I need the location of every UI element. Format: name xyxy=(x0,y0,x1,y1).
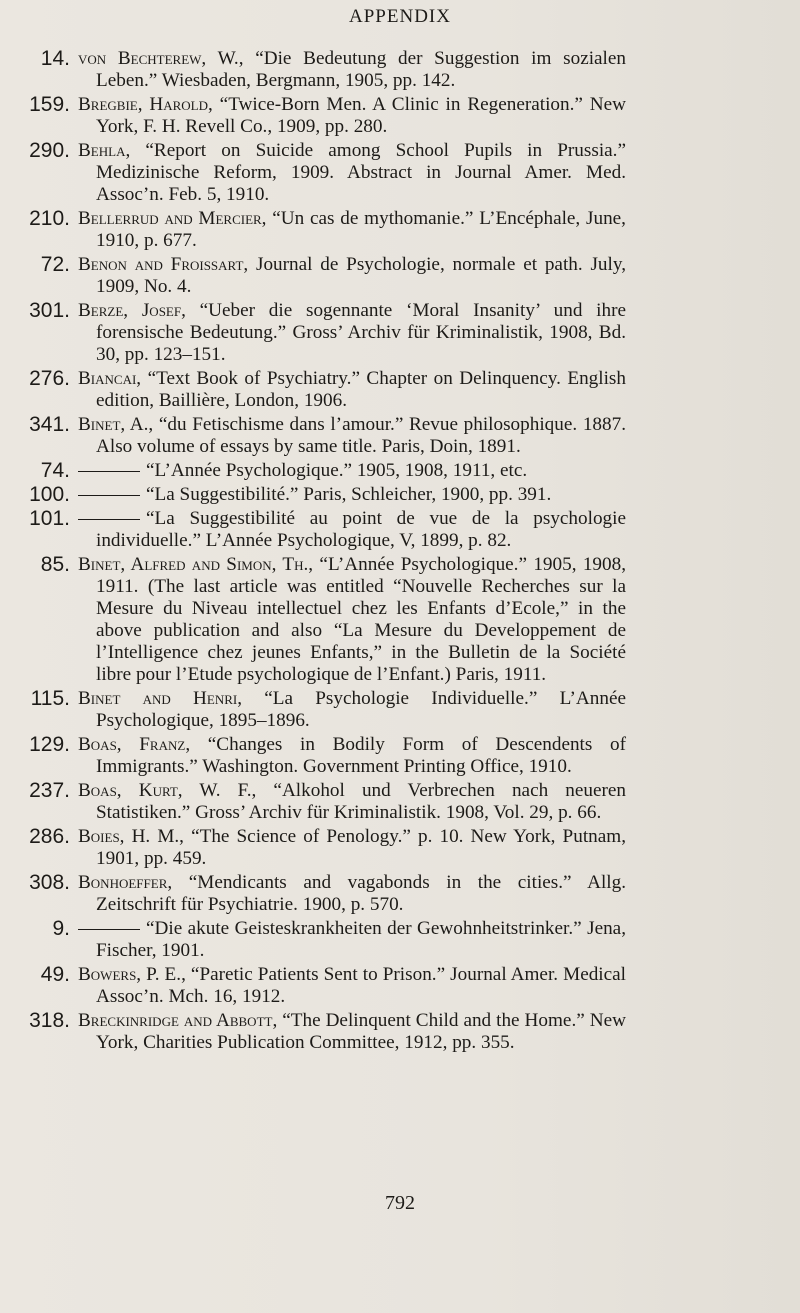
reference-text xyxy=(78,508,626,552)
reference-number: 129. xyxy=(29,733,70,756)
reference-text xyxy=(78,964,626,1008)
author-name: Bonhoeffer, xyxy=(78,872,173,893)
author-name: Boies, H. M., xyxy=(78,826,184,847)
author-name: Binet and Henri, xyxy=(78,688,243,709)
reference-text xyxy=(78,414,626,458)
running-header: APPENDIX xyxy=(349,6,451,27)
reference-number: 72. xyxy=(40,253,70,276)
citation-details: Journal de Psychologie, normale et path. July, 1909, No. 4. xyxy=(96,254,626,297)
citation-details: “Ueber die sogennante ‘Moral Insanity’ und ihre forensische Bedeutung.” Gross’ Archiv für Kriminalistik, 1908, Bd. 30, pp. 123–151. xyxy=(96,300,626,365)
bibliography-entry xyxy=(0,554,800,686)
citation-details: “La Suggestibilité.” Paris, Schleicher, 1900, pp. 391. xyxy=(146,484,552,505)
page-number: 792 xyxy=(385,1192,415,1214)
bibliography-entry xyxy=(0,964,800,1008)
reference-text xyxy=(78,734,626,778)
reference-text xyxy=(78,94,626,138)
citation-details: “La Suggestibilité au point de vue de la psychologie individuelle.” L’Année Psychologique, V, 1899, p. 82. xyxy=(96,508,626,551)
reference-number: 286. xyxy=(29,825,70,848)
citation-details: “Die Bedeutung der Suggestion im sozialen Leben.” Wiesbaden, Bergmann, 1905, pp. 142. xyxy=(96,48,626,91)
ditto-dash xyxy=(78,929,140,930)
author-name: Binet, Alfred and Simon, Th., xyxy=(78,554,314,575)
reference-text xyxy=(78,1010,626,1054)
bibliography-entry xyxy=(0,826,800,870)
author-name: Behla, xyxy=(78,140,131,161)
reference-text xyxy=(78,872,626,916)
citation-details: “du Fetischisme dans l’amour.” Revue philosophique. 1887. Also volume of essays by same title. Paris, Doin, 1891. xyxy=(96,414,626,457)
citation-details: “Paretic Patients Sent to Prison.” Journal Amer. Medical Assoc’n. Mch. 16, 1912. xyxy=(96,964,626,1007)
reference-text xyxy=(78,554,626,686)
bibliography-entry xyxy=(0,734,800,778)
citation-details: “The Delinquent Child and the Home.” New York, Charities Publication Committee, 1912, pp. 355. xyxy=(96,1010,626,1053)
reference-text xyxy=(78,484,626,506)
bibliography-entry xyxy=(0,918,800,962)
reference-number: 49. xyxy=(40,963,70,986)
citation-details: “Die akute Geisteskrankheiten der Gewohnheitstrinker.” Jena, Fischer, 1901. xyxy=(96,918,626,961)
bibliography-entry xyxy=(0,94,800,138)
citation-details: “Un cas de mythomanie.” L’Encéphale, June, 1910, p. 677. xyxy=(96,208,626,251)
reference-number: 115. xyxy=(30,687,70,710)
citation-details: “Report on Suicide among School Pupils in Prussia.” Medizinische Reform, 1909. Abstract in Journal Amer. Med. Assoc’n. Feb. 5, 1910. xyxy=(96,140,626,205)
bibliography-entry xyxy=(0,254,800,298)
author-name: von Bechterew, W., xyxy=(78,48,244,69)
reference-number: 308. xyxy=(29,871,70,894)
bibliography-entry xyxy=(0,688,800,732)
citation-details: “Changes in Bodily Form of Descendents of Immigrants.” Washington. Government Printing Office, 1910. xyxy=(96,734,626,777)
author-name: Breckinridge and Abbott, xyxy=(78,1010,278,1031)
bibliography-entry xyxy=(0,208,800,252)
bibliography-entry xyxy=(0,1010,800,1054)
bibliography-entry xyxy=(0,300,800,366)
author-name: Boas, Kurt, W. F., xyxy=(78,780,257,801)
reference-text xyxy=(78,300,626,366)
citation-details: “The Science of Penology.” p. 10. New York, Putnam, 1901, pp. 459. xyxy=(96,826,626,869)
bibliography-entry xyxy=(0,368,800,412)
author-name: Bellerrud and Mercier, xyxy=(78,208,267,229)
reference-number: 85. xyxy=(40,553,70,576)
citation-details: “La Psychologie Individuelle.” L’Année Psychologique, 1895–1896. xyxy=(96,688,626,731)
reference-number: 9. xyxy=(52,917,70,940)
citation-details: “Text Book of Psychiatry.” Chapter on Delinquency. English edition, Baillière, London, 1906. xyxy=(96,368,626,411)
reference-number: 14. xyxy=(40,47,70,70)
bibliography-entry xyxy=(0,872,800,916)
reference-text xyxy=(78,780,626,824)
citation-details: “L’Année Psychologique.” 1905, 1908, 1911, etc. xyxy=(146,460,528,481)
bibliography-entry xyxy=(0,508,800,552)
ditto-dash xyxy=(78,495,140,496)
reference-text xyxy=(78,208,626,252)
citation-details: “L’Année Psychologique.” 1905, 1908, 1911. (The last article was entitled “Nouvelle Recherches sur la Mesure du Niveau intellectuel chez les Enfants d’Ecole,” in the above publication and also “La Mesure du Developpement de l’Intelligence chez jeunes Enfants,” in the Bulletin de la Société libre pour l’Etude psychologique de l’Enfant.) Paris, 1911. xyxy=(96,554,626,685)
citation-details: “Twice-Born Men. A Clinic in Regeneration.” New York, F. H. Revell Co., 1909, pp. 280. xyxy=(96,94,627,137)
reference-text xyxy=(78,688,626,732)
bibliography-entry xyxy=(0,414,800,458)
author-name: Binet, A., xyxy=(78,414,154,435)
author-name: Bowers, P. E., xyxy=(78,964,186,985)
reference-number: 159. xyxy=(29,93,70,116)
reference-text xyxy=(78,826,626,870)
bibliography-entry xyxy=(0,140,800,206)
reference-number: 100. xyxy=(29,483,70,506)
reference-text xyxy=(78,254,626,298)
author-name: Bregbie, Harold, xyxy=(78,94,213,115)
citation-details: “Mendicants and vagabonds in the cities.” Allg. Zeitschrift für Psychiatrie. 1900, p. 570. xyxy=(96,872,626,915)
reference-number: 301. xyxy=(29,299,70,322)
bibliography-entry xyxy=(0,484,800,506)
reference-text xyxy=(78,460,626,482)
ditto-dash xyxy=(78,519,140,520)
bibliography-entry xyxy=(0,460,800,482)
ditto-dash xyxy=(78,471,140,472)
author-name: Boas, Franz, xyxy=(78,734,191,755)
reference-number: 210. xyxy=(29,207,70,230)
reference-number: 341. xyxy=(29,413,70,436)
bibliography-list xyxy=(0,48,800,1056)
reference-text xyxy=(78,140,626,206)
author-name: Biancai, xyxy=(78,368,142,389)
bibliography-entry xyxy=(0,48,800,92)
citation-details: “Alkohol und Verbrechen nach neueren Statistiken.” Gross’ Archiv für Kriminalistik. 1908, Vol. 29, p. 66. xyxy=(96,780,627,823)
reference-text xyxy=(78,918,626,962)
bibliography-entry xyxy=(0,780,800,824)
reference-text xyxy=(78,368,626,412)
reference-number: 318. xyxy=(29,1009,70,1032)
reference-number: 290. xyxy=(29,139,70,162)
reference-number: 101. xyxy=(29,507,70,530)
author-name: Benon and Froissart, xyxy=(78,254,249,275)
reference-number: 276. xyxy=(29,367,70,390)
reference-number: 237. xyxy=(29,779,70,802)
reference-text xyxy=(78,48,626,92)
author-name: Berze, Josef, xyxy=(78,300,186,321)
reference-number: 74. xyxy=(40,459,70,482)
